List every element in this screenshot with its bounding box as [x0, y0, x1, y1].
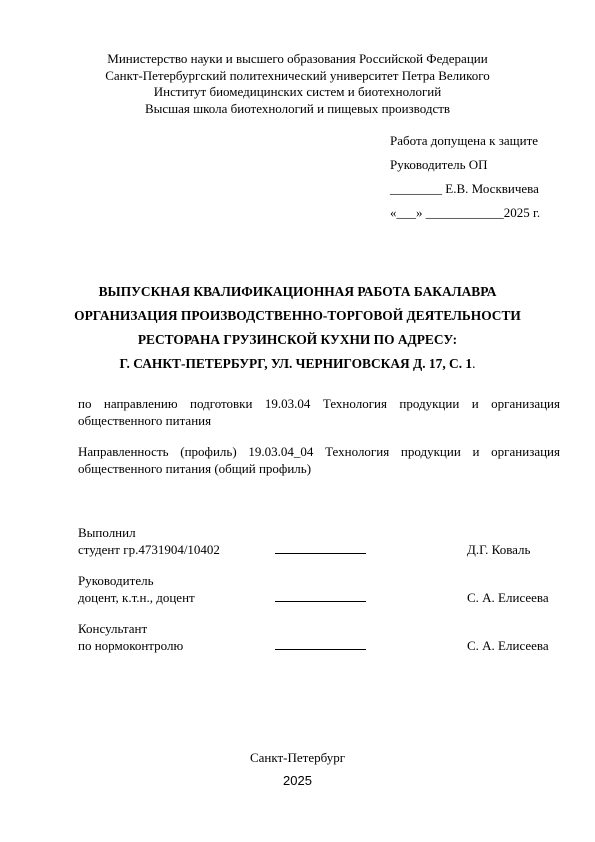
- supervisor-position: доцент, к.т.н., доцент: [78, 590, 195, 605]
- supervisor-role: Руководитель: [78, 573, 154, 588]
- consultant-position: по нормоконтролю: [78, 638, 184, 653]
- footer-city: Санкт-Петербург: [249, 750, 346, 765]
- direction-line-2: общественного питания: [78, 413, 212, 428]
- performer-position: [78, 541, 220, 558]
- performer-role: Выполнил: [78, 525, 136, 540]
- institution-header: [0, 51, 595, 117]
- title-line-2: ОРГАНИЗАЦИЯ ПРОИЗВОДСТВЕННО-ТОРГОВОЙ ДЕЯТЕЛЬНОСТИ: [74, 308, 521, 323]
- profile-line-2: общественного питания (общий профиль): [78, 461, 312, 476]
- approval-date: «___» ____________2025 г.: [390, 205, 541, 220]
- approval-admitted: Работа допущена к защите: [390, 133, 539, 148]
- supervisor-name: С. А. Елисеева: [467, 590, 549, 605]
- ministry-line: Министерство науки и высшего образования Российской Федерации: [107, 51, 488, 66]
- thesis-title: [0, 280, 595, 376]
- performer-name: Д.Г. Коваль: [467, 542, 531, 557]
- approval-head-title: Руководитель ОП: [390, 157, 488, 172]
- institute-line: Институт биомедицинских систем и биотехнологий: [153, 84, 442, 99]
- thesis-type: ВЫПУСКНАЯ КВАЛИФИКАЦИОННАЯ РАБОТА БАКАЛАВРА: [98, 284, 497, 299]
- profile-line-1: Направленность (профиль) 19.03.04_04 Технология продукции и организация: [78, 444, 560, 459]
- direction-paragraph: [78, 395, 560, 429]
- consultant-role: Консультант: [78, 621, 148, 636]
- title-address: Г. САНКТ-ПЕТЕРБУРГ, УЛ. ЧЕРНИГОВСКАЯ Д. 17, С. 1: [119, 356, 473, 371]
- supervisor-signature-line: [275, 601, 366, 602]
- consultant-name: С. А. Елисеева: [467, 638, 549, 653]
- direction-line-1: по направлению подготовки 19.03.04 Технология продукции и организация: [78, 396, 560, 411]
- approval-head-signature: ________ Е.В. Москвичева: [390, 181, 539, 196]
- performer-position-text: студент гр.4731904/10402: [78, 542, 220, 557]
- consultant-signature-line: [275, 649, 366, 650]
- performer-signature-line: [275, 553, 366, 554]
- title-line-4: [0, 352, 595, 376]
- footer-year: 2025: [283, 773, 312, 788]
- title-period: .: [472, 356, 476, 371]
- school-line: Высшая школа биотехнологий и пищевых производств: [144, 100, 451, 116]
- university-line: Санкт-Петербургский политехнический университет Петра Великого: [105, 67, 490, 83]
- title-line-3: РЕСТОРАНА ГРУЗИНСКОЙ КУХНИ ПО АДРЕСУ:: [137, 332, 458, 347]
- profile-paragraph: [78, 443, 560, 477]
